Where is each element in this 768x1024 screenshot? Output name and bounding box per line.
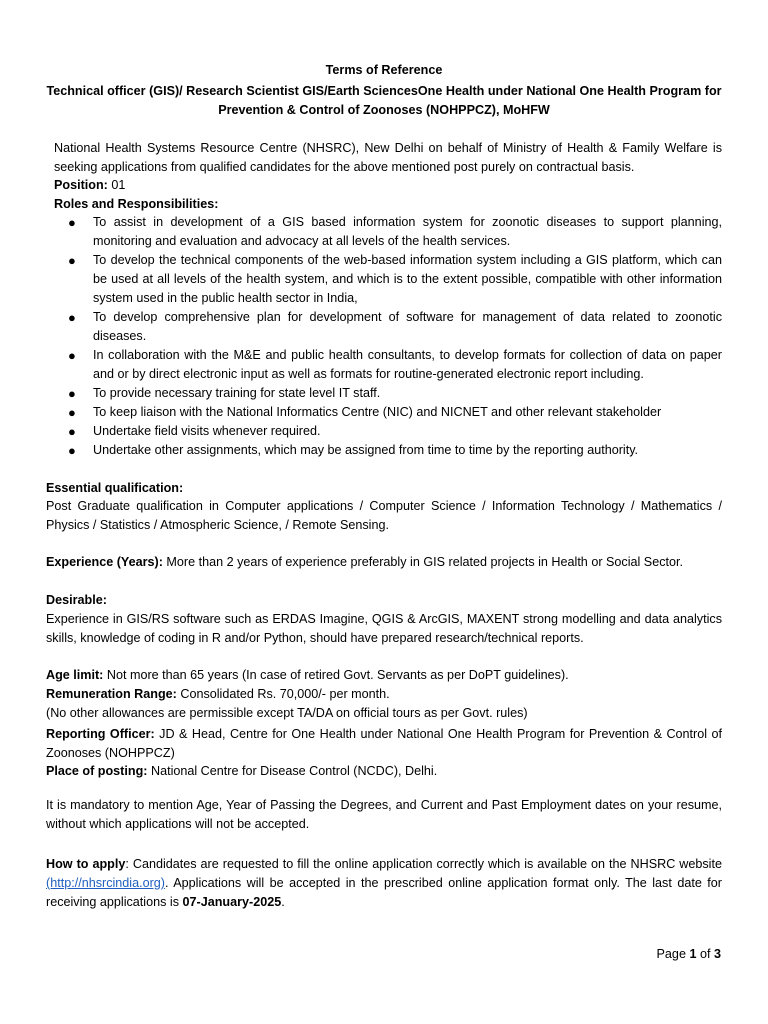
remuneration-label: Remuneration Range: xyxy=(46,687,177,701)
list-item: ● To keep liaison with the National Informatics Centre (NIC) and NICNET and other relevant stakeholder xyxy=(68,405,662,420)
position-label: Position: xyxy=(54,178,108,192)
remuneration-note: (No other allowances are permissible except TA/DA on official tours as per Govt. rules) xyxy=(46,706,528,720)
last-date: 07-January-2025 xyxy=(182,895,282,909)
roles-heading xyxy=(54,195,722,214)
experience-label: Experience (Years): xyxy=(46,555,163,569)
bullet-icon: ● xyxy=(68,215,76,230)
age-limit-line: Age limit: Not more than 65 years (In case of retired Govt. Servants as per DoPT guidelines). xyxy=(46,668,569,682)
list-item: ● Undertake field visits whenever required. xyxy=(68,424,321,439)
roles-list xyxy=(54,213,722,460)
list-item: ● In collaboration with the M&E and public health consultants, to develop formats for collection of data on paper and or by direct electronic input as well as formats for routine-generated electronic report including. xyxy=(68,348,722,381)
qualification-heading: Essential qualification: xyxy=(46,481,184,495)
bullet-icon: ● xyxy=(68,386,76,401)
reporting-officer: Reporting Officer: JD & Head, Centre for One Health under National One Health Program for Prevention & Control of Zoonoses (NOHPPCZ) xyxy=(46,727,723,760)
apply-label: How to apply xyxy=(46,857,126,871)
desirable-heading: Desirable: xyxy=(46,593,107,607)
list-item: ● To develop the technical components of the web-based information system including a GIS platform, which can be used at all levels of the health system, and which is to the extent possible, compatible with other information system used in the public health sector in India, xyxy=(68,253,722,305)
position-line xyxy=(54,176,722,195)
document-title: Terms of Reference xyxy=(325,63,443,77)
intro-paragraph: National Health Systems Resource Centre (NHSRC), New Delhi on behalf of Ministry of Health & Family Welfare is seeking applications from qualified candidates for the above mentioned post purely on contractual basis. xyxy=(54,141,722,174)
reporting-label: Reporting Officer: xyxy=(46,727,155,741)
bullet-icon: ● xyxy=(68,405,76,420)
bullet-icon: ● xyxy=(68,310,76,325)
position-value: 01 xyxy=(111,178,126,192)
place-of-posting: Place of posting: National Centre for Disease Control (NCDC), Delhi. xyxy=(46,764,438,778)
post-title: Technical officer (GIS)/ Research Scientist GIS/Earth SciencesOne Health under National One Health Program for Prevention & Control of Zoonoses (NOHPPCZ), MoHFW xyxy=(46,84,722,117)
bullet-icon: ● xyxy=(68,253,76,268)
roles-heading-text: Roles and Responsibilities: xyxy=(54,197,219,211)
page-number: Page 1 of 3 xyxy=(656,947,721,961)
list-item: ● To provide necessary training for state level IT staff. xyxy=(68,386,381,401)
bullet-icon: ● xyxy=(68,348,76,363)
bullet-icon: ● xyxy=(68,424,76,439)
list-item: ● To develop comprehensive plan for development of software for management of data related to zoonotic diseases. xyxy=(68,310,722,343)
qualification-text: Post Graduate qualification in Computer applications / Computer Science / Information Technology / Mathematics / Physics / Statistics / Atmospheric Science, / Remote Sensing. xyxy=(46,499,722,532)
experience-line: Experience (Years): More than 2 years of experience preferably in GIS related projects in Health or Social Sector. xyxy=(46,555,684,569)
website-link[interactable]: (http://nhsrcindia.org) xyxy=(46,876,165,890)
remuneration-line: Remuneration Range: Consolidated Rs. 70,000/- per month. xyxy=(46,687,390,701)
how-to-apply: How to apply: Candidates are requested to fill the online application correctly which is available on the NHSRC website (http://nhsrcindia.org). Applications will be accepted in the prescribed online application format only. The last date for receiving applications is 07-January-2025. xyxy=(46,857,722,909)
bullet-icon: ● xyxy=(68,443,76,458)
age-limit-label: Age limit: xyxy=(46,668,104,682)
desirable-text: Experience in GIS/RS software such as ERDAS Imagine, QGIS & ArcGIS, MAXENT strong modelling and data analytics skills, knowledge of coding in R and/or Python, should have prepared research/technical reports. xyxy=(46,612,722,645)
posting-label: Place of posting: xyxy=(46,764,148,778)
list-item: ● To assist in development of a GIS based information system for zoonotic diseases to support planning, monitoring and evaluation and advocacy at all levels of the health services. xyxy=(68,215,722,248)
list-item: ● Undertake other assignments, which may be assigned from time to time by the reporting authority. xyxy=(68,443,639,458)
mandatory-note: It is mandatory to mention Age, Year of Passing the Degrees, and Current and Past Employment dates on your resume, without which applications will not be accepted. xyxy=(46,798,722,831)
